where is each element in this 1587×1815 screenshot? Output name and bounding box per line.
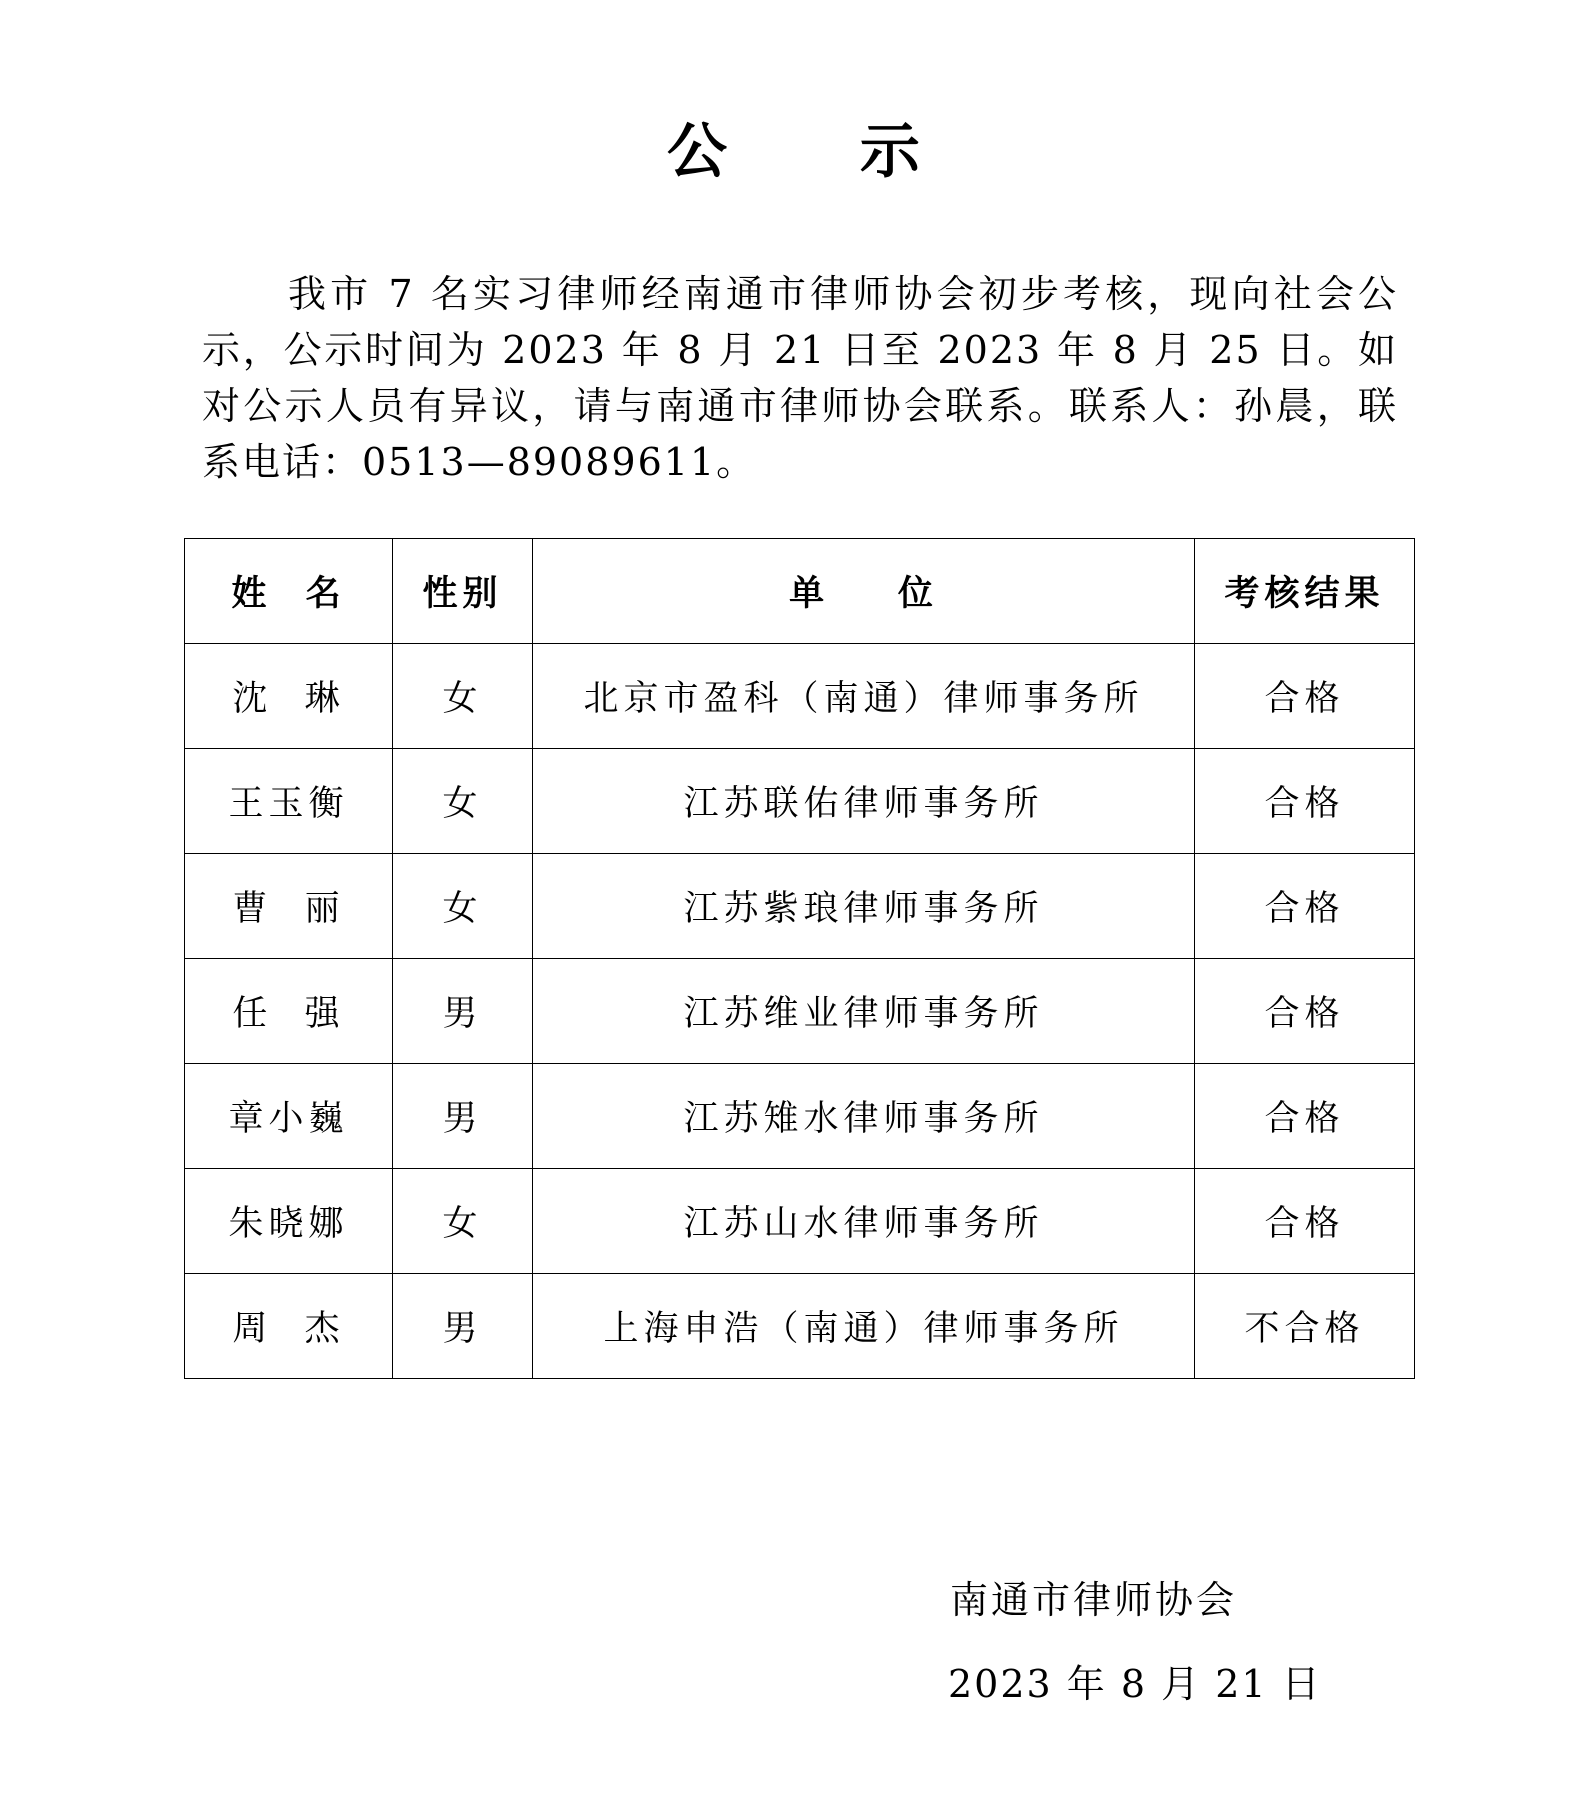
cell-unit: 江苏紫琅律师事务所 [533, 854, 1195, 959]
cell-result: 合格 [1195, 854, 1415, 959]
cell-unit: 江苏联佑律师事务所 [533, 749, 1195, 854]
cell-name: 任 强 [185, 959, 393, 1064]
signature-date: 2023 年 8 月 21 日 [948, 1662, 1322, 1706]
table-row [185, 959, 1415, 1064]
table-header-row [185, 539, 1415, 644]
cell-name: 曹 丽 [185, 854, 393, 959]
cell-gender: 女 [393, 1169, 533, 1274]
page-title: 公 示 [667, 117, 976, 187]
cell-name: 章小巍 [185, 1064, 393, 1169]
signature-organization: 南通市律师协会 [950, 1578, 1238, 1622]
cell-gender: 女 [393, 644, 533, 749]
results-table [184, 538, 1415, 1379]
cell-result: 合格 [1195, 1064, 1415, 1169]
table-row [185, 1274, 1415, 1379]
cell-unit: 江苏维业律师事务所 [533, 959, 1195, 1064]
cell-result: 不合格 [1195, 1274, 1415, 1379]
table-row [185, 749, 1415, 854]
cell-unit: 江苏雉水律师事务所 [533, 1064, 1195, 1169]
cell-name: 朱晓娜 [185, 1169, 393, 1274]
cell-result: 合格 [1195, 749, 1415, 854]
cell-result: 合格 [1195, 959, 1415, 1064]
cell-name: 周 杰 [185, 1274, 393, 1379]
header-name: 姓 名 [185, 539, 393, 644]
cell-unit: 上海申浩（南通）律师事务所 [533, 1274, 1195, 1379]
table-row [185, 1169, 1415, 1274]
cell-gender: 男 [393, 1274, 533, 1379]
table-row [185, 644, 1415, 749]
cell-gender: 女 [393, 854, 533, 959]
table-row [185, 854, 1415, 959]
header-unit: 单 位 [533, 539, 1195, 644]
table-row [185, 1064, 1415, 1169]
cell-gender: 男 [393, 959, 533, 1064]
cell-unit: 江苏山水律师事务所 [533, 1169, 1195, 1274]
cell-result: 合格 [1195, 1169, 1415, 1274]
cell-gender: 男 [393, 1064, 533, 1169]
cell-result: 合格 [1195, 644, 1415, 749]
cell-gender: 女 [393, 749, 533, 854]
cell-name: 王玉衡 [185, 749, 393, 854]
intro-paragraph: 我市 7 名实习律师经南通市律师协会初步考核，现向社会公示，公示时间为 2023 年 8 月 21 日至 2023 年 8 月 25 日。如对公示人员有异议，请与南通市律师协会联系。联系人：孙晨，联系电话：0513—89089611。 [202, 272, 1398, 484]
cell-unit: 北京市盈科（南通）律师事务所 [533, 644, 1195, 749]
header-gender: 性别 [393, 539, 533, 644]
cell-name: 沈 琳 [185, 644, 393, 749]
header-result: 考核结果 [1195, 539, 1415, 644]
